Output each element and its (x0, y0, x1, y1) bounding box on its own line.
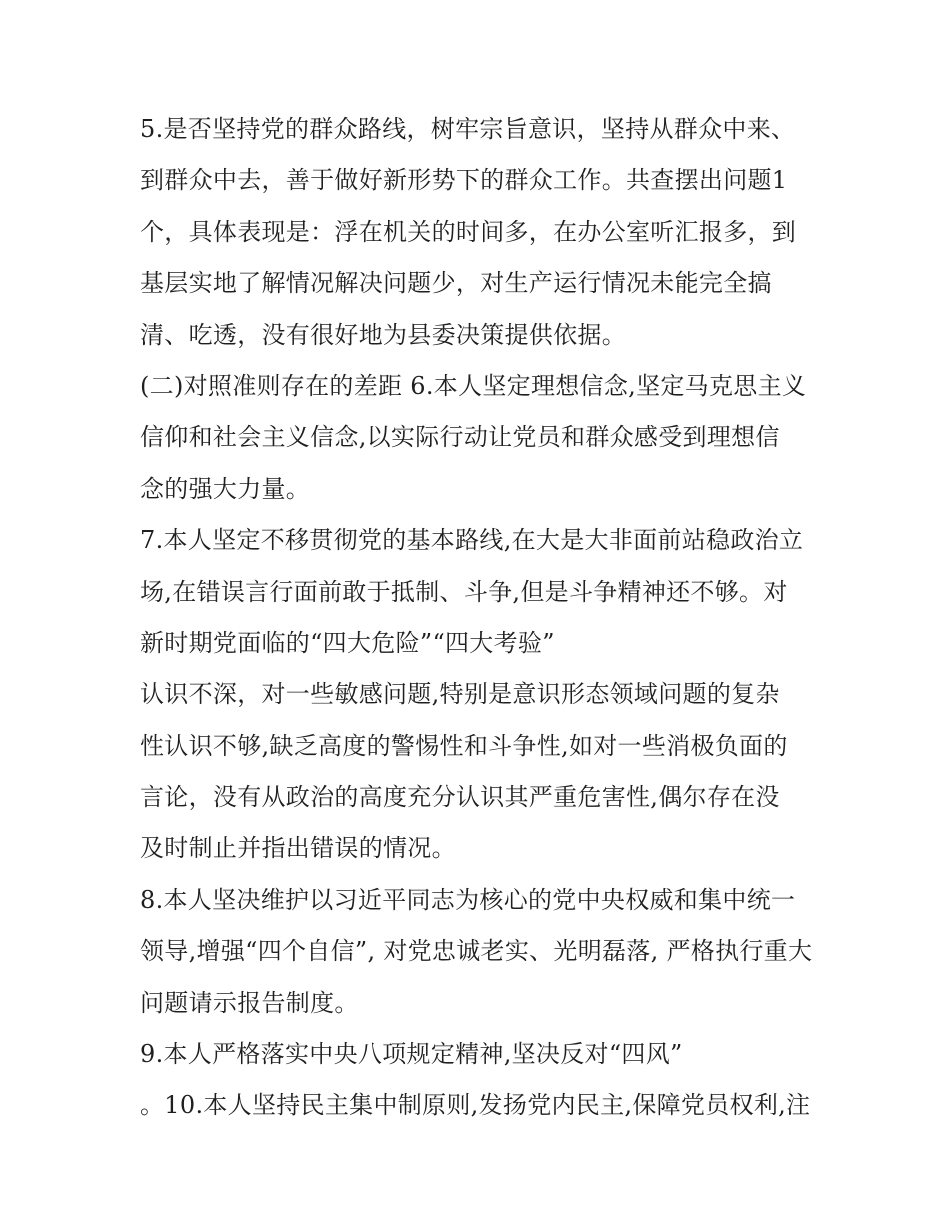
text-line: 领导,增强“四个自信”, 对党忠诚老实、光明磊落, 严格执行重大 (140, 937, 813, 966)
text-line: 认识不深，对一些敏感问题,特别是意识形态领域问题的复杂 (140, 680, 780, 709)
text-line: 。10.本人坚持民主集中制原则,发扬党内民主,保障党员权利,注 (140, 1091, 811, 1120)
text-line: 场,在错误言行面前敢于抵制、斗争,但是斗争精神还不够。对 (140, 577, 788, 606)
text-line: 到群众中去，善于做好新形势下的群众工作。共查摆出问题1 (140, 166, 788, 195)
text-line: 个，具体表现是：浮在机关的时间多，在办公室听汇报多，到 (140, 217, 797, 246)
text-line: 言论，没有从政治的高度充分认识其严重危害性,偶尔存在没 (140, 783, 780, 812)
text-line: 清、吃透，没有很好地为县委决策提供依据。 (140, 320, 626, 349)
text-line: 信仰和社会主义信念,以实际行动让党员和群众感受到理想信 (140, 423, 780, 452)
text-line: 问题请示报告制度。 (140, 988, 359, 1017)
text-line: 8.本人坚决维护以习近平同志为核心的党中央权威和集中统一 (140, 885, 796, 914)
text-line: 性认识不够,缺乏高度的警惕性和斗争性,如对一些消极负面的 (140, 731, 788, 760)
text-line: 及时制止并指出错误的情况。 (140, 834, 456, 863)
text-line: 念的强大力量。 (140, 474, 311, 503)
text-line: 新时期党面临的“四大危险”“四大考验” (140, 628, 555, 657)
text-line: 5.是否坚持党的群众路线，树牢宗旨意识，坚持从群众中来、 (140, 115, 796, 143)
text-line: (二)对照准则存在的差距 6.本人坚定理想信念,坚定马克思主义 (140, 371, 807, 400)
text-line: 7.本人坚定不移贯彻党的基本路线,在大是大非面前站稳政治立 (140, 526, 804, 555)
document-body (140, 104, 820, 1132)
text-line: 9.本人严格落实中央八项规定精神,坚决反对“四风” (140, 1040, 683, 1069)
text-line: 基层实地了解情况解决问题少，对生产运行情况未能完全搞 (140, 269, 772, 298)
